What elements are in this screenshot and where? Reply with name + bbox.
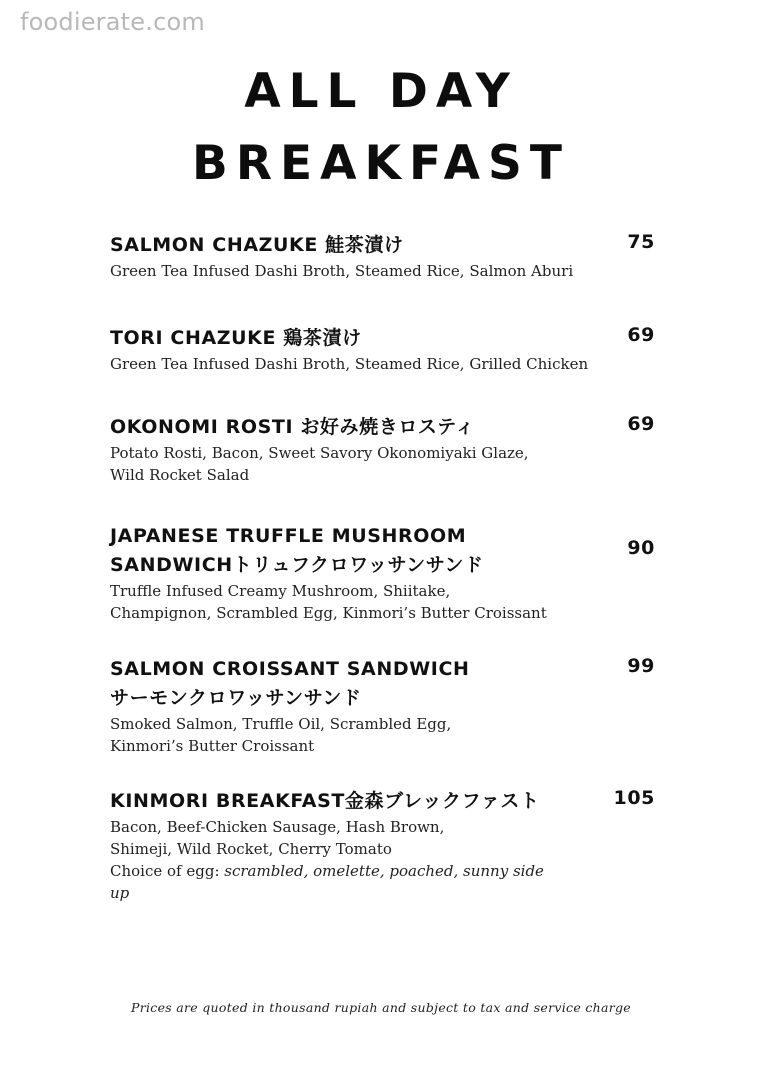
item-description-line-2: Shimeji, Wild Rocket, Cherry Tomato bbox=[110, 840, 392, 858]
egg-choice-options-continued: up bbox=[110, 884, 130, 902]
menu-item-salmon-chazuke bbox=[110, 231, 655, 282]
watermark: foodierate.com bbox=[20, 8, 205, 36]
item-description-line-1: Smoked Salmon, Truffle Oil, Scrambled Egg, bbox=[110, 715, 452, 733]
item-price: 90 bbox=[627, 537, 655, 559]
item-name-line-2: サーモンクロワッサンサンド bbox=[110, 687, 362, 709]
item-description-line-1: Potato Rosti, Bacon, Sweet Savory Okonomiyaki Glaze, bbox=[110, 444, 529, 462]
item-name: SALMON CHAZUKE 鮭茶漬け bbox=[110, 234, 404, 256]
page-title-line-1: ALL DAY bbox=[244, 64, 518, 119]
item-name: OKONOMI ROSTI お好み焼きロスティ bbox=[110, 416, 475, 438]
item-price: 99 bbox=[627, 655, 655, 677]
item-description-line-1: Truffle Infused Creamy Mushroom, Shiitake, bbox=[110, 582, 451, 600]
item-name-line-1: SALMON CROISSANT SANDWICH bbox=[110, 658, 470, 680]
item-name: KINMORI BREAKFAST金森ブレックファスト bbox=[110, 790, 540, 812]
item-price: 75 bbox=[627, 231, 655, 253]
menu-item-salmon-croissant-sandwich bbox=[110, 655, 655, 757]
item-name: TORI CHAZUKE 鶏茶漬け bbox=[110, 327, 362, 349]
page-title-line-2: BREAKFAST bbox=[192, 136, 570, 191]
egg-choice-line-2 bbox=[110, 882, 655, 904]
item-description-line-2: Champignon, Scrambled Egg, Kinmori’s Butter Croissant bbox=[110, 604, 547, 622]
footer-note: Prices are quoted in thousand rupiah and subject to tax and service charge bbox=[130, 1000, 632, 1015]
item-name-line-2: SANDWICHトリュフクロワッサンサンド bbox=[110, 554, 484, 576]
item-description-line-1: Bacon, Beef-Chicken Sausage, Hash Brown, bbox=[110, 818, 445, 836]
menu-item-kinmori-breakfast bbox=[110, 787, 655, 904]
item-price: 69 bbox=[627, 413, 655, 435]
item-description-line-2: Kinmori’s Butter Croissant bbox=[110, 737, 315, 755]
item-price: 69 bbox=[627, 324, 655, 346]
menu-item-tori-chazuke bbox=[110, 324, 655, 375]
egg-choice-label: Choice of egg: bbox=[110, 862, 225, 880]
item-description-line-2: Wild Rocket Salad bbox=[110, 466, 250, 484]
egg-choice-line bbox=[110, 860, 655, 882]
menu-item-okonomi-rosti bbox=[110, 413, 655, 486]
menu-item-japanese-truffle-mushroom-sandwich bbox=[110, 522, 655, 624]
item-price: 105 bbox=[613, 787, 655, 809]
item-name-line-1: JAPANESE TRUFFLE MUSHROOM bbox=[110, 525, 467, 547]
item-description: Green Tea Infused Dashi Broth, Steamed Rice, Salmon Aburi bbox=[110, 262, 574, 280]
egg-choice-options: scrambled, omelette, poached, sunny side bbox=[224, 862, 544, 880]
item-description: Green Tea Infused Dashi Broth, Steamed Rice, Grilled Chicken bbox=[110, 355, 589, 373]
